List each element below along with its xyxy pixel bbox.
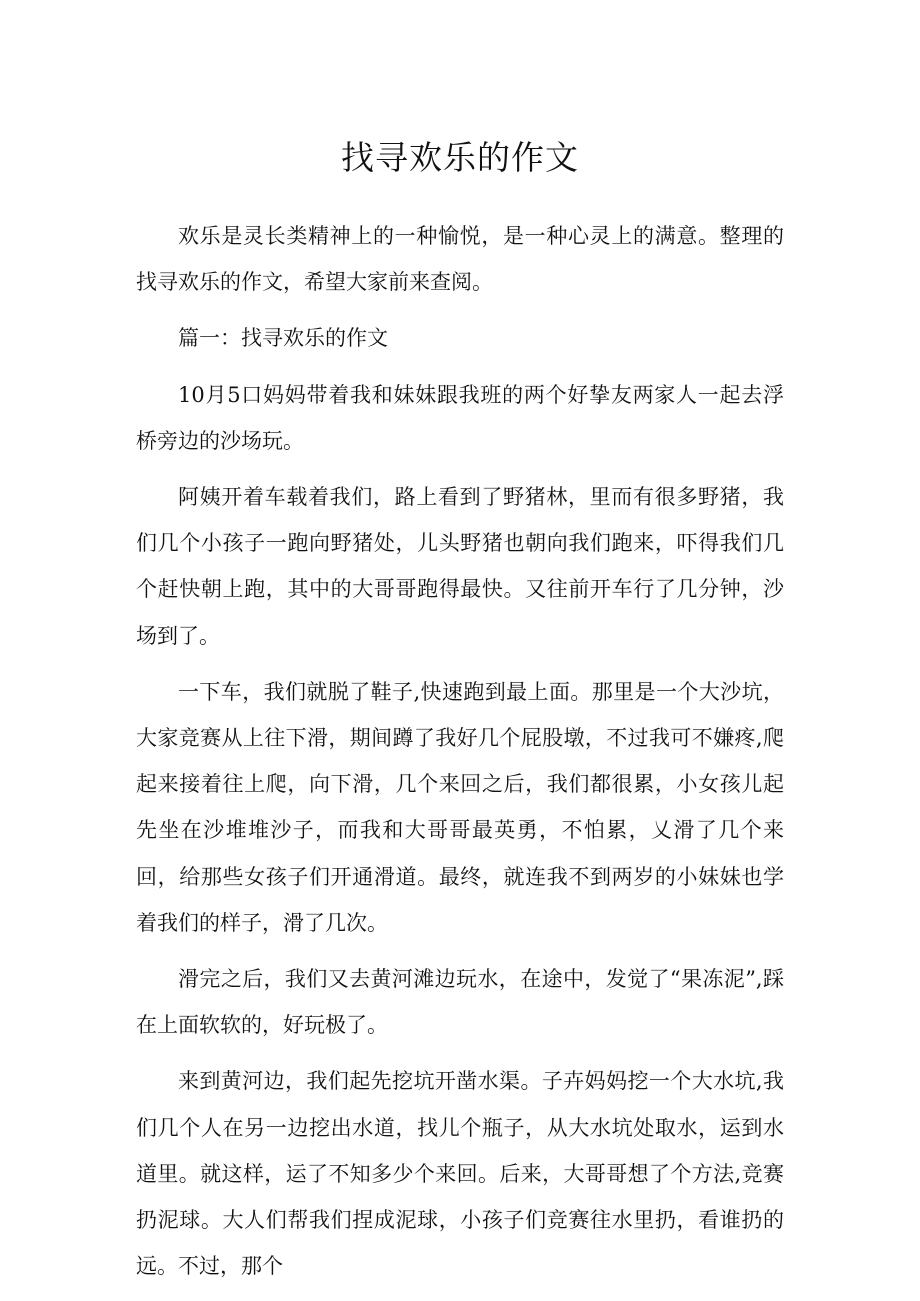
paragraph-intro: 欢乐是灵长类精神上的一种愉悦，是一种心灵上的满意。整理的找寻欢乐的作文，希望大家前来查阅。 <box>136 224 784 295</box>
paragraph: 来到黄河边，我们起先挖坑开凿水渠。子卉妈妈挖一个大水坑,我们几个人在另一边挖出水道，找儿个瓶子，从大水坑处取水，运到水道里。就这样，运了不知多少个来回。后来，大哥哥想了个方法,竞赛扔泥球。大人们帮我们捏成泥球，小孩子们竞赛往水里扔，看谁扔的远。不过，那个 <box>136 1069 784 1279</box>
paragraph: 阿姨开着车载着我们，路上看到了野猪林，里而有很多野猪，我们几个小孩子一跑向野猪处，儿头野猪也朝向我们跑来，吓得我们几个赶快朝上跑，其中的大哥哥跑得最快。又往前开车行了几分钟，沙场到了。 <box>136 485 784 648</box>
paragraph: 一下车，我们就脱了鞋子,快速跑到最上面。那里是一个大沙坑，大家竞赛从上往下滑，期间蹲了我好几个屁股墩，不过我可不嫌疼,爬起来接着往上爬，向下滑，几个来回之后，我们都很累，小女孩儿起先坐在沙堆堆沙子，而我和大哥哥最英勇，不怕累，乂滑了几个来回，给那些女孩子们开通滑道。最终，就连我不到两岁的小妹妹也学着我们的样子，滑了几次。 <box>136 679 784 935</box>
paragraph: 10月5口妈妈带着我和妹妹跟我班的两个好挚友两家人一起去浮桥旁边的沙场玩。 <box>136 382 784 453</box>
document-body <box>136 213 784 1299</box>
paragraph: 滑完之后，我们又去黄河滩边玩水，在途中，发觉了“果冻泥”,踩在上面软软的，好玩极了。 <box>136 967 784 1038</box>
document-title: 找寻欢乐的作文 <box>341 138 579 177</box>
paragraph-section-heading: 篇一：找寻欢乐的作文 <box>178 326 388 351</box>
